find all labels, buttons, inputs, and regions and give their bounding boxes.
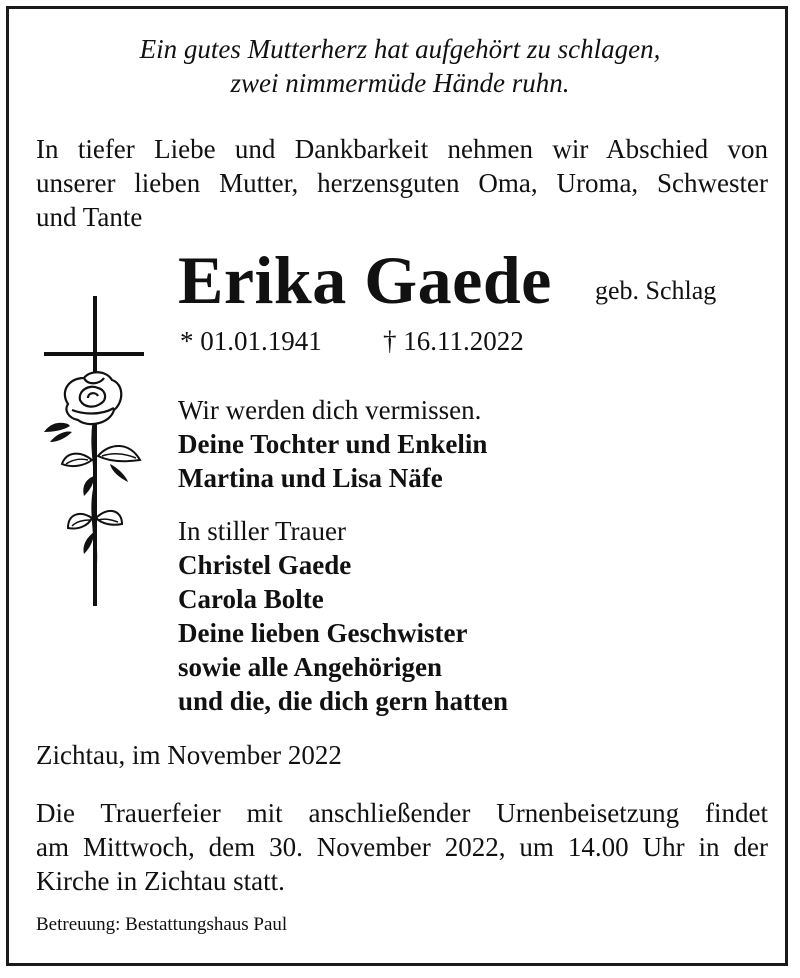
mourner-name: Carola Bolte [178, 584, 324, 614]
intro-line-3: und Tante [36, 202, 143, 232]
motto-line-1: Ein gutes Mutterherz hat aufgehört zu schlagen, [139, 34, 661, 64]
death-date: † 16.11.2022 [383, 326, 524, 356]
birth-date: * 01.01.1941 [180, 326, 322, 356]
funeral-home: Betreuung: Bestattungshaus Paul [36, 914, 288, 935]
mourner-name: Deine Tochter und Enkelin [178, 429, 488, 459]
mourner-name: Martina und Lisa Näfe [178, 463, 443, 493]
cross-with-rose-icon [38, 292, 148, 610]
mourner-name: Christel Gaede [178, 550, 352, 580]
in-silent-mourning: In stiller Trauer [178, 516, 346, 546]
place-date: Zichtau, im November 2022 [36, 740, 342, 770]
mourner-name: Deine lieben Geschwister [178, 618, 468, 648]
mourner-name: sowie alle Angehörigen [178, 652, 442, 682]
intro-line-1: In tiefer Liebe und Dankbarkeit nehmen wir Abschied von [36, 134, 768, 164]
maiden-name: geb. Schlag [595, 276, 717, 305]
motto-line-2: zwei nimmermüde Hände ruhn. [230, 68, 570, 98]
mourner-name: und die, die dich gern hatten [178, 686, 509, 716]
ceremony-line-1: Die Trauerfeier mit anschließender Urnenbeisetzung findet [36, 798, 768, 828]
deceased-name: Erika Gaede [178, 242, 552, 318]
farewell-line: Wir werden dich vermissen. [178, 395, 482, 425]
ceremony-line-3: Kirche in Zichtau statt. [36, 866, 285, 896]
ceremony-line-2: am Mittwoch, dem 30. November 2022, um 14.00 Uhr in der [36, 832, 768, 862]
intro-line-2: unserer lieben Mutter, herzensguten Oma, Uroma, Schwester [36, 168, 768, 198]
